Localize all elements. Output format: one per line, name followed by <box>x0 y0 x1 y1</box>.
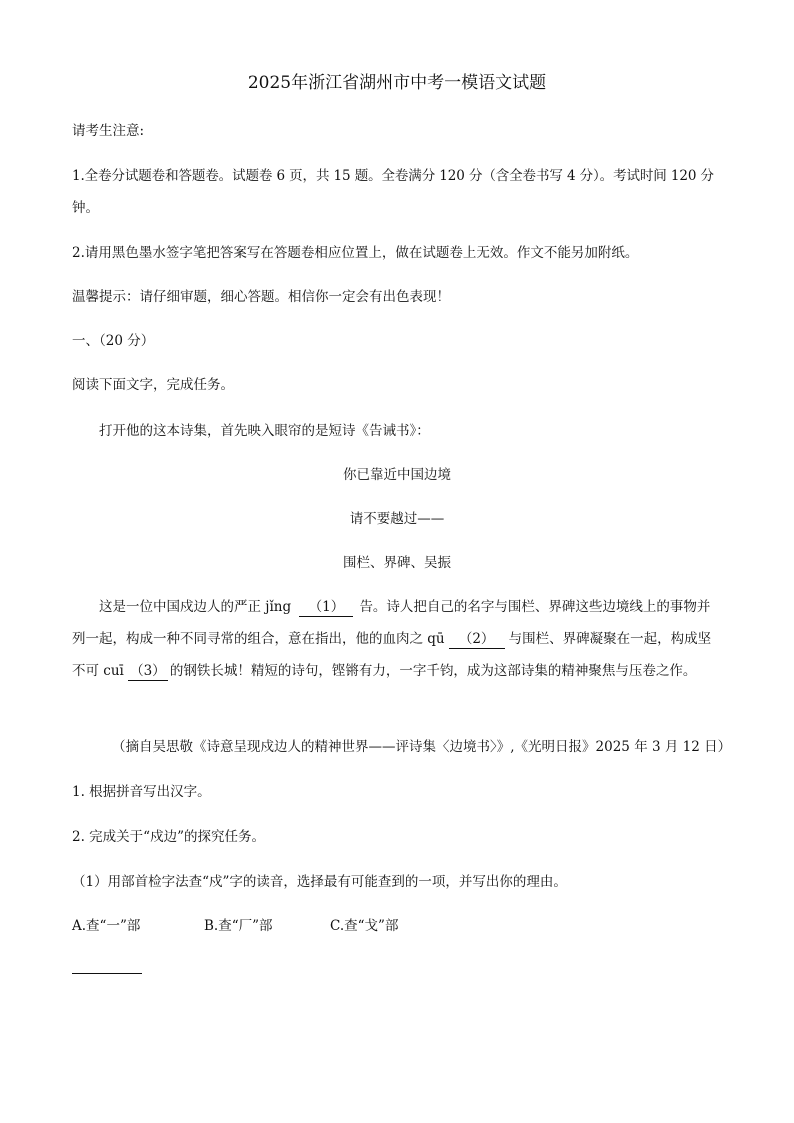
blank-1[interactable]: （1） <box>299 598 353 617</box>
option-a[interactable]: A.查“一”部 <box>72 918 141 934</box>
blank-3[interactable]: （3） <box>128 662 168 681</box>
blank-2[interactable]: （2） <box>449 630 505 649</box>
passage-intro: 打开他的这本诗集，首先映入眼帘的是短诗《告诫书》： <box>99 423 430 439</box>
poem-line-1: 你已靠近中国边境 <box>343 467 451 483</box>
passage-paragraph <box>72 591 722 687</box>
option-b[interactable]: B.查“厂”部 <box>204 918 273 934</box>
passage-source: （摘自吴思敬《诗意呈现戍边人的精神世界——评诗集〈边境书〉》,《光明日报》2025 年 3 月 12 日） <box>112 739 732 755</box>
passage-text-4: 的钢铁长城！精短的诗句，铿锵有力，一字千钧，成为这部诗集的精神聚焦与压卷之作。 <box>169 663 697 679</box>
notice-item-1-continued: 钟。 <box>72 200 99 216</box>
question-2: 2. 完成关于“戍边”的探究任务。 <box>72 829 265 845</box>
passage-text-3: 与围栏、界碑凝聚在一起，构成坚不可 cuī <box>72 631 712 679</box>
poem-line-2: 请不要越过—— <box>349 511 445 527</box>
passage-text-1: 这是一位中国戍边人的严正 jǐng <box>99 599 296 615</box>
page-title: 2025年浙江省湖州市中考一模语文试题 <box>247 73 547 93</box>
notice-item-2: 2.请用黑色墨水签字笔把答案写在答题卷相应位置上，做在试题卷上无效。作文不能另加附纸。 <box>72 245 639 261</box>
notice-heading: 请考生注意: <box>72 123 145 139</box>
poem-line-3: 围栏、界碑、吴振 <box>343 555 451 571</box>
section-instruction: 阅读下面文字，完成任务。 <box>72 377 234 393</box>
notice-item-1: 1.全卷分试题卷和答题卷。试题卷 6 页，共 15 题。全卷满分 120 分（含全卷书写 4 分）。考试时间 120 分 <box>72 168 714 184</box>
section-heading: 一、（20 分） <box>72 333 155 349</box>
notice-tip: 温馨提示：请仔细审题，细心答题。相信你一定会有出色表现！ <box>72 289 450 305</box>
passage-text-2: 告。诗人把自己的名字与围栏、界碑这些边境线上的事物并列一起，构成一种不同寻常的组合，意在指出，他的血肉之 qū <box>72 599 711 647</box>
answer-line[interactable] <box>72 973 142 974</box>
option-c[interactable]: C.查“戈”部 <box>330 918 399 934</box>
question-2-1: （1）用部首检字法查“戍”字的读音，选择最有可能查到的一项，并写出你的理由。 <box>72 874 567 890</box>
question-1: 1. 根据拼音写出汉字。 <box>72 784 211 800</box>
